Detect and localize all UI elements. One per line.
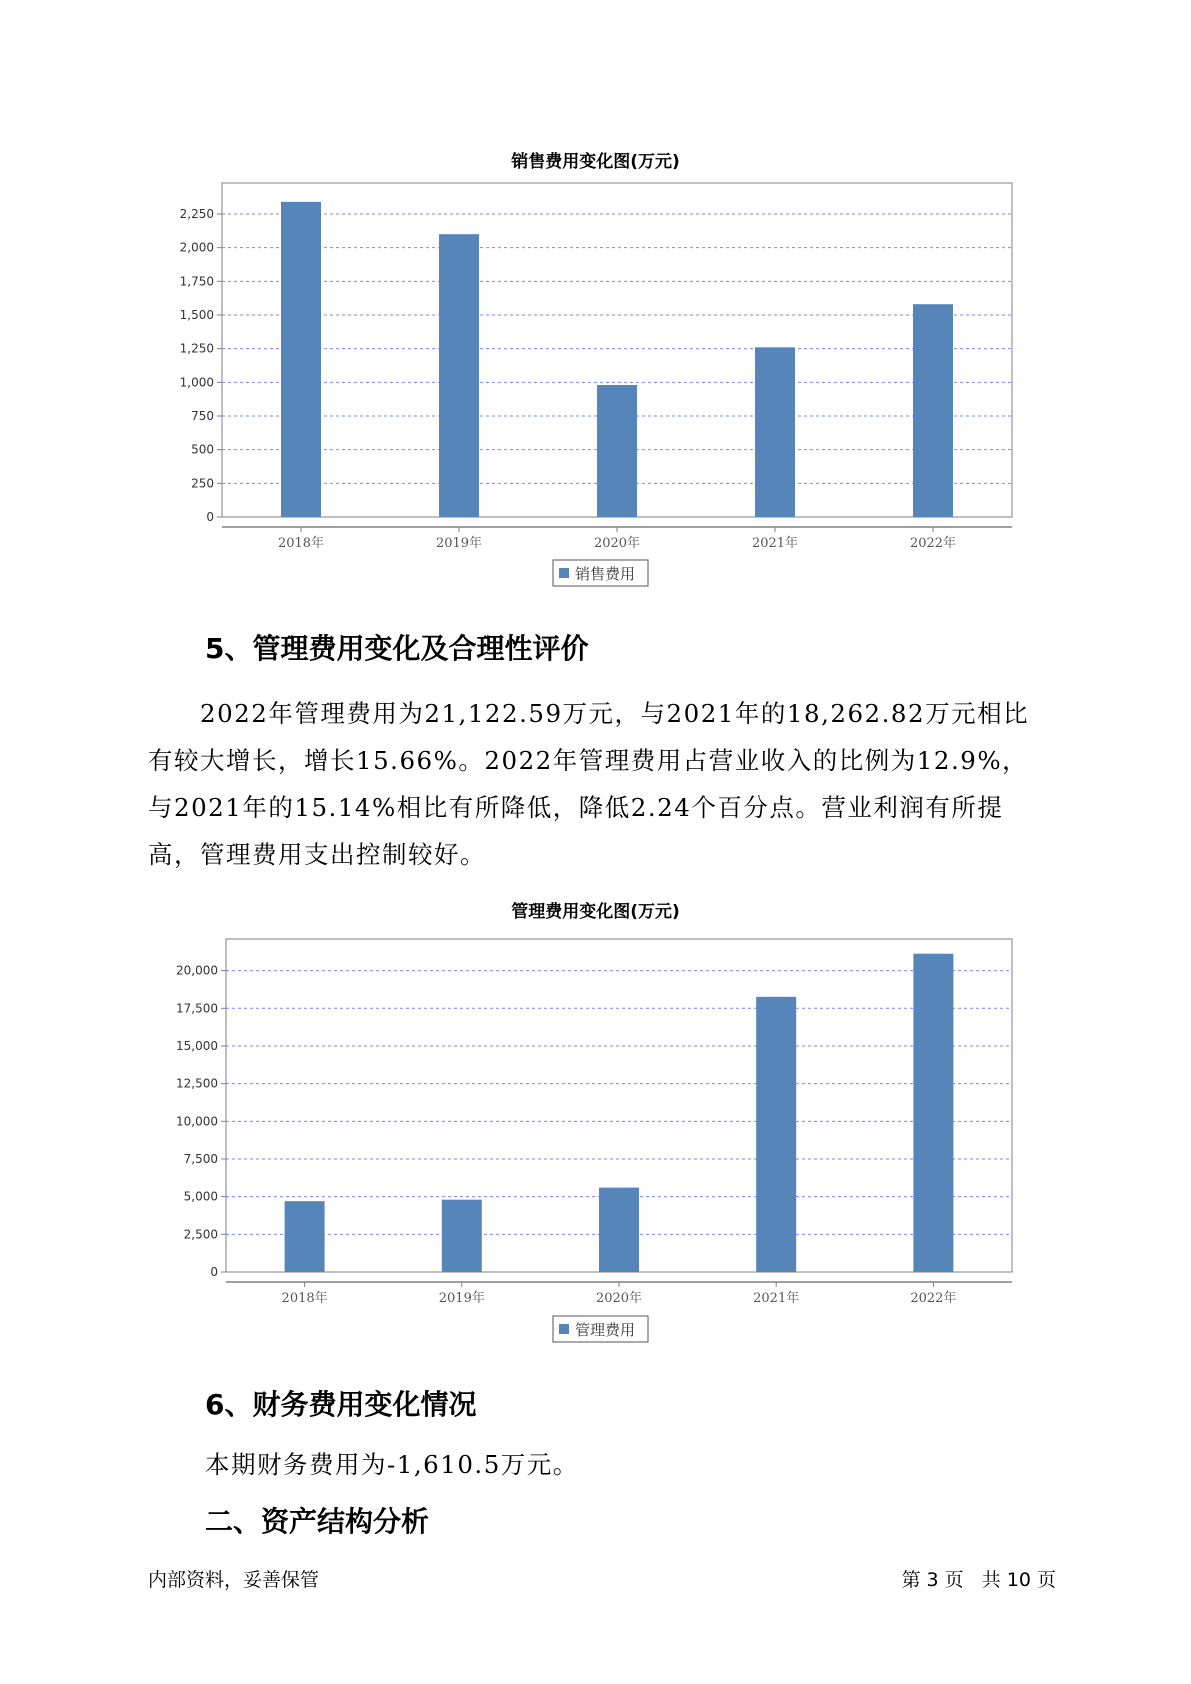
footer-page-number: 第 3 页 共 10 页 — [901, 1569, 1056, 1591]
legend-label: 销售费用 — [575, 565, 636, 583]
y-tick-label: 2,500 — [183, 1227, 218, 1242]
y-tick-label: 500 — [191, 442, 214, 457]
sales-chart-title: 销售费用变化图(万元) — [511, 152, 680, 172]
x-tick-label: 2022年 — [909, 536, 957, 551]
y-tick-label: 2,000 — [179, 240, 214, 255]
chart-legend — [553, 1316, 648, 1342]
y-tick-label: 1,750 — [179, 274, 214, 289]
y-tick-label: 15,000 — [176, 1038, 218, 1053]
mgmt-paragraph: 2022年管理费用为21,122.59万元，与2021年的18,262.82万元相比有较大增长，增长15.66%。2022年管理费用占营业收入的比例为12.9%，与2021年的15.14%相比有所降低，降低2.24个百分点。营业利润有所提高，管理费用支出控制较好。 — [148, 699, 1030, 869]
x-tick-label: 2018年 — [281, 1291, 328, 1306]
x-tick-label: 2021年 — [753, 1291, 800, 1306]
bar-2018年 — [285, 1201, 325, 1272]
x-tick-label: 2022年 — [910, 1291, 957, 1306]
y-tick-label: 750 — [191, 408, 214, 423]
finance-paragraph: 本期财务费用为-1,610.5万元。 — [205, 1450, 579, 1479]
y-tick-label: 0 — [206, 510, 214, 524]
y-tick-label: 7,500 — [183, 1151, 218, 1166]
y-tick-label: 2,250 — [179, 206, 214, 221]
y-tick-label: 0 — [210, 1265, 218, 1279]
y-tick-label: 12,500 — [176, 1076, 218, 1091]
x-tick-label: 2020年 — [595, 1291, 643, 1306]
finance-section-heading: 6、财务费用变化情况 — [205, 1388, 477, 1421]
asset-section-heading: 二、资产结构分析 — [205, 1505, 430, 1538]
x-tick-label: 2019年 — [435, 536, 483, 551]
y-tick-label: 1,000 — [179, 375, 214, 390]
y-tick-label: 250 — [191, 476, 214, 491]
x-tick-label: 2019年 — [438, 1291, 485, 1306]
y-tick-label: 5,000 — [183, 1189, 218, 1204]
legend-label: 管理费用 — [575, 1321, 636, 1339]
bar-2021年 — [756, 997, 796, 1272]
bar-2019年 — [442, 1200, 482, 1272]
x-tick-label: 2020年 — [593, 536, 641, 551]
mgmt-section-heading: 5、管理费用变化及合理性评价 — [205, 632, 589, 665]
y-tick-label: 10,000 — [176, 1114, 218, 1129]
bar-2022年 — [913, 954, 953, 1272]
x-tick-label: 2018年 — [277, 536, 325, 551]
bar-2020年 — [599, 1188, 639, 1272]
y-tick-label: 17,500 — [176, 1001, 218, 1016]
y-tick-label: 1,500 — [179, 307, 214, 322]
legend-swatch — [559, 1324, 569, 1334]
footer-confidential-note: 内部资料，妥善保管 — [148, 1569, 320, 1591]
y-tick-label: 1,250 — [179, 341, 214, 356]
y-tick-label: 20,000 — [176, 963, 218, 978]
mgmt-chart-title: 管理费用变化图(万元) — [511, 902, 680, 922]
x-tick-label: 2021年 — [751, 536, 799, 551]
